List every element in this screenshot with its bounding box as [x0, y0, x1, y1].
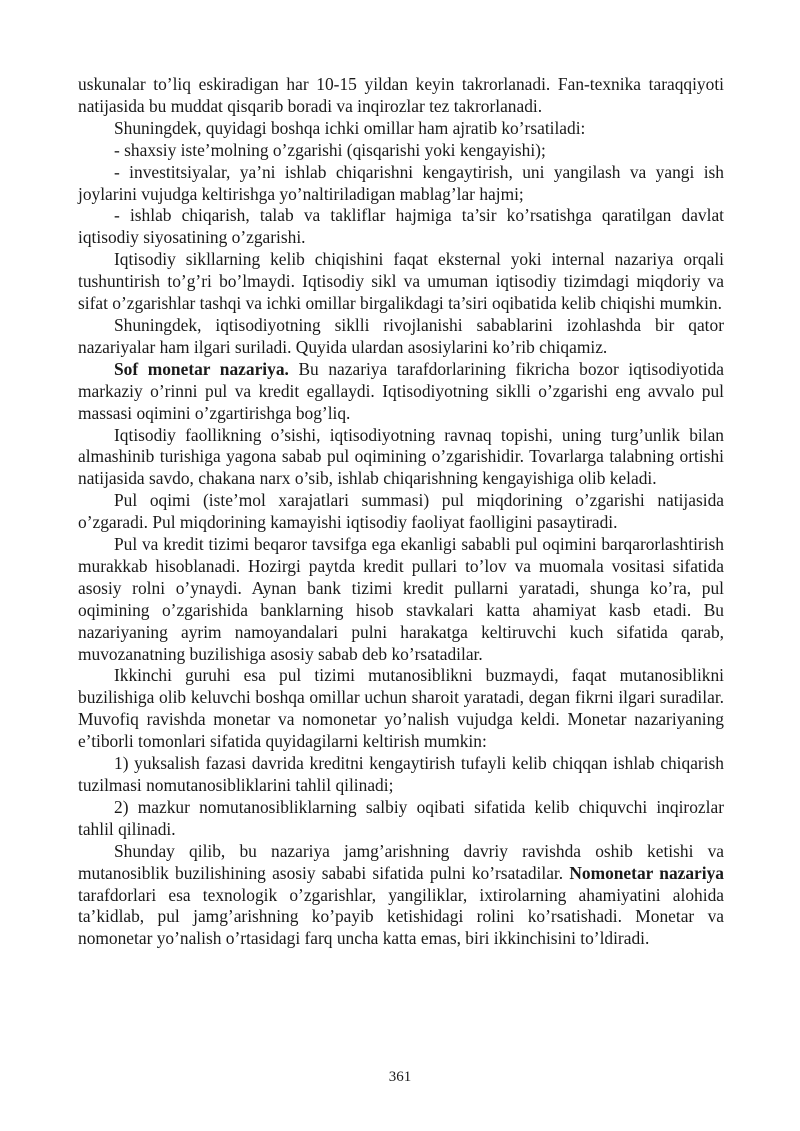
list-item: - investitsiyalar, ya’ni ishlab chiqarishni kengaytirish, uni yangilash va yangi ish joylarini vujudga keltirishga yo’naltiriladigan mablag’lar hajmi; [78, 161, 724, 204]
list-item: 2) mazkur nomutanosibliklarning salbiy oqibati sifatida kelib chiquvchi inqirozlar tahlil qilinadi. [78, 796, 724, 839]
paragraph: Shuningdek, quyidagi boshqa ichki omillar ham ajratib ko’rsatiladi: [114, 117, 586, 138]
paragraph: Shuningdek, iqtisodiyotning siklli rivojlanishi sabablarini izohlashda bir qator nazariyalar ham ilgari suriladi. Quyida ulardan asosiylarini ko’rib chiqamiz. [78, 314, 724, 357]
paragraph-text: Bu nazariya tarafdorlarining fikricha bozor iqtisodiyotida markaziy o’rinni pul va kredit egallaydi. Iqtisodiyotning siklli o’zgarishi eng avvalo pul massasi oqimini o’zgartirishga bog’liq. [78, 358, 725, 423]
page-number: 361 [388, 1069, 412, 1085]
paragraph: Iqtisodiy faollikning o’sishi, iqtisodiyotning ravnaq topishi, uning turg’unlik bilan almashinib turishiga yagona sabab pul oqimining o’zgarishidir. Tovarlarga talabning ortishi natijasida savdo, chakana narx o’sib, ishlab chiqarishning kengayishiga olib keladi. [78, 424, 724, 489]
paragraph: Iqtisodiy sikllarning kelib chiqishini faqat eksternal yoki internal nazariya orqali tushuntirish to’g’ri bo’lmaydi. Iqtisodiy sikl va umuman iqtisodiy tizimdagi miqdoriy va sifat o’zgarishlar tashqi va ichki omillar birgalikdagi ta’siri oqibatida kelib chiqishi mumkin. [78, 249, 724, 314]
paragraph: Pul va kredit tizimi beqaror tavsifga ega ekanligi sababli pul oqimini barqarorlashtirish murakkab hisoblanadi. Hozirgi paytda kredit pullari to’lov va muomala vositasi sifatida asosiy rolni o’ynaydi. Aynan bank tizimi kredit pullarni yaratadi, shunga ko’ra, pul oqimining o’zgarishida banklarning hisob stavkalari katta ahamiyat kasb etadi. Bu nazariyaning ayrim namoyandalari pulni harakatga keltiruvchi kuch sifatida qarab, muvozanatning buzilishiga asosiy sabab deb ko’rsatadilar. [78, 534, 724, 664]
paragraph-text: tarafdorlari esa texnologik o’zgarishlar, yangiliklar, ixtirolarning ahamiyatini alohida ta’kidlab, pul jamg’arishning ko’payib ketishidagi rolini ko’rsatishadi. Monetar va nomonetar yo’nalish o’rtasidagi farq uncha katta emas, biri ikkinchisini to’ldiradi. [78, 884, 724, 949]
document-body [78, 74, 724, 950]
paragraph: Pul oqimi (iste’mol xarajatlari summasi) pul miqdorining o’zgarishi natijasida o’zgaradi. Pul miqdorining kamayishi iqtisodiy faoliyat faolligini pasaytiradi. [78, 490, 724, 533]
list-item: - shaxsiy iste’molning o’zgarishi (qisqarishi yoki kengayishi); [114, 139, 546, 160]
list-item: 1) yuksalish fazasi davrida kreditni kengaytirish tufayli kelib chiqqan ishlab chiqarish tuzilmasi nomutanosibliklarini tahlil qilinadi; [78, 753, 724, 795]
paragraph [78, 841, 724, 951]
bold-term: Nomonetar nazariya [569, 862, 724, 883]
paragraph: Ikkinchi guruhi esa pul tizimi mutanosiblikni buzmaydi, faqat mutanosiblikni buzilishiga olib keluvchi boshqa omillar uchun sharoit yaratadi, degan fikrni ilgari suradilar. Muvofiq ravishda monetar va nomonetar yo’nalish vujudga keldi. Monetar nazariyaning e’tiborli tomonlari sifatida quyidagilarni keltirish mumkin: [78, 665, 724, 752]
section-heading: Sof monetar nazariya. [114, 358, 289, 379]
list-item: - ishlab chiqarish, talab va takliflar hajmiga ta’sir ko’rsatishga qaratilgan davlat iqtisodiy siyosatining o’zgarishi. [78, 205, 724, 248]
paragraph-text: Shunday qilib, bu nazariya jamg’arishning davriy ravishda oshib ketishi va mutanosiblik buzilishining asosiy sababi sifatida pulni ko’rsatadilar. [78, 840, 724, 883]
paragraph: uskunalar to’liq eskiradigan har 10-15 yildan keyin takrorlanadi. Fan-texnika taraqqiyoti natijasida bu muddat qisqarib boradi va inqirozlar tez takrorlanadi. [78, 74, 724, 116]
paragraph [78, 359, 724, 425]
